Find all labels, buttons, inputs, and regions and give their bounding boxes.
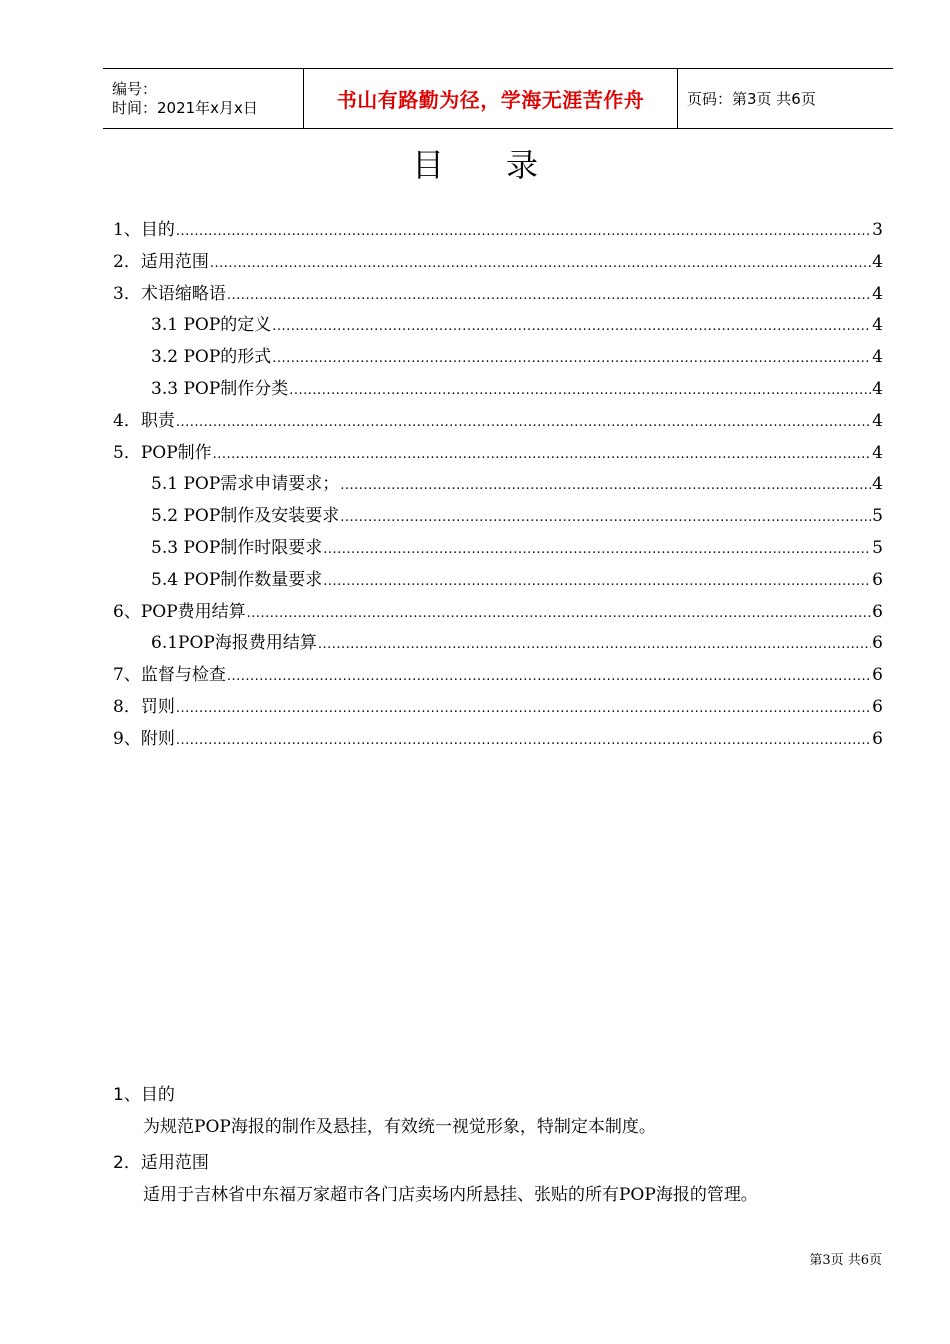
toc-entry-label: 3.1 POP的定义 xyxy=(151,315,272,336)
toc-entry-label: 5.1 POP需求申请要求； xyxy=(151,474,340,495)
section-purpose xyxy=(113,1080,656,1137)
toc-subentry[interactable] xyxy=(113,501,883,533)
toc-entry-label: 2．适用范围 xyxy=(113,251,209,272)
toc-leader xyxy=(210,256,871,271)
toc-subentry[interactable] xyxy=(113,565,883,597)
toc-entry-label: 7、监督与检查 xyxy=(113,665,226,686)
toc-entry[interactable] xyxy=(113,724,883,756)
toc-subentry[interactable] xyxy=(113,533,883,565)
toc-entry-page: 4 xyxy=(872,315,883,336)
toc-entry[interactable] xyxy=(113,406,883,438)
toc-entry-page: 3 xyxy=(872,220,883,240)
toc-entry-page: 4 xyxy=(872,378,883,399)
header-meta xyxy=(103,69,304,128)
toc-entry-label: 4．职责 xyxy=(113,410,175,431)
toc-leader xyxy=(227,288,871,303)
toc-entry-page: 4 xyxy=(872,251,883,272)
toc-entry[interactable] xyxy=(113,279,883,311)
section-heading: 1、目的 xyxy=(113,1085,175,1105)
toc-entry-page: 4 xyxy=(872,474,883,495)
toc-entry[interactable] xyxy=(113,215,883,247)
toc-entry-label: 1、目的 xyxy=(113,220,175,240)
table-of-contents xyxy=(113,215,883,756)
toc-leader xyxy=(340,478,871,493)
motto-text: 书山有路勤为径，学海无涯苦作舟 xyxy=(336,88,645,112)
toc-entry-page: 4 xyxy=(872,347,883,368)
toc-entry-label: 5．POP制作 xyxy=(113,442,212,463)
toc-leader xyxy=(323,542,871,557)
toc-title: 目录 xyxy=(411,146,600,184)
section-heading: 2．适用范围 xyxy=(113,1153,209,1173)
toc-entry-label: 5.4 POP制作数量要求 xyxy=(151,569,323,590)
page-header xyxy=(103,68,893,129)
toc-leader xyxy=(176,415,871,430)
toc-subentry[interactable] xyxy=(113,310,883,342)
toc-leader xyxy=(340,510,871,525)
toc-entry-label: 5.3 POP制作时限要求 xyxy=(151,537,323,558)
toc-entry-page: 6 xyxy=(872,569,883,590)
toc-leader xyxy=(213,447,872,462)
section-body: 为规范POP海报的制作及悬挂，有效统一视觉形象，特制定本制度。 xyxy=(143,1117,656,1137)
toc-entry-label: 3．术语缩略语 xyxy=(113,283,226,304)
toc-entry-page: 4 xyxy=(872,410,883,431)
toc-subentry[interactable] xyxy=(113,342,883,374)
toc-entry-label: 8．罚则 xyxy=(113,696,175,717)
toc-leader xyxy=(176,224,871,239)
toc-leader xyxy=(176,701,871,716)
page-footer: 第3页 共6页 xyxy=(809,1253,882,1268)
toc-entry-page: 6 xyxy=(872,601,883,622)
toc-entry-label: 6、POP费用结算 xyxy=(113,601,246,622)
toc-entry[interactable] xyxy=(113,692,883,724)
toc-entry-page: 4 xyxy=(872,442,883,463)
toc-leader xyxy=(289,383,871,398)
toc-entry-page: 6 xyxy=(872,665,883,686)
toc-entry-page: 4 xyxy=(872,283,883,304)
section-scope xyxy=(113,1148,758,1205)
toc-entry[interactable] xyxy=(113,597,883,629)
toc-entry-page: 6 xyxy=(872,728,883,749)
toc-entry-label: 3.3 POP制作分类 xyxy=(151,378,289,399)
toc-subentry[interactable] xyxy=(113,374,883,406)
toc-entry-page: 5 xyxy=(872,537,883,558)
toc-entry-page: 5 xyxy=(872,506,883,527)
toc-subentry[interactable] xyxy=(113,469,883,501)
page-code: 页码：第3页 共6页 xyxy=(687,90,816,108)
toc-entry-page: 6 xyxy=(872,633,883,654)
toc-leader xyxy=(227,669,871,684)
section-body: 适用于吉林省中东福万家超市各门店卖场内所悬挂、张贴的所有POP海报的管理。 xyxy=(143,1185,758,1205)
toc-subentry[interactable] xyxy=(113,628,883,660)
toc-entry[interactable] xyxy=(113,247,883,279)
toc-entry[interactable] xyxy=(113,438,883,470)
header-page-code-cell xyxy=(678,69,893,128)
toc-entry-label: 9、附则 xyxy=(113,728,175,749)
toc-leader xyxy=(272,351,871,366)
toc-entry-page: 6 xyxy=(872,696,883,717)
header-motto-cell xyxy=(304,69,678,128)
toc-leader xyxy=(176,733,871,748)
number-label: 编号： xyxy=(112,79,158,98)
toc-entry-label: 5.2 POP制作及安装要求 xyxy=(151,506,340,527)
toc-leader xyxy=(272,319,871,334)
toc-entry-label: 6.1POP海报费用结算 xyxy=(151,633,317,654)
toc-leader xyxy=(247,606,872,621)
toc-entry-label: 3.2 POP的形式 xyxy=(151,347,272,368)
toc-leader xyxy=(323,574,871,589)
toc-leader xyxy=(318,637,871,652)
toc-entry[interactable] xyxy=(113,660,883,692)
time-label: 时间：2021年x月x日 xyxy=(112,98,258,117)
